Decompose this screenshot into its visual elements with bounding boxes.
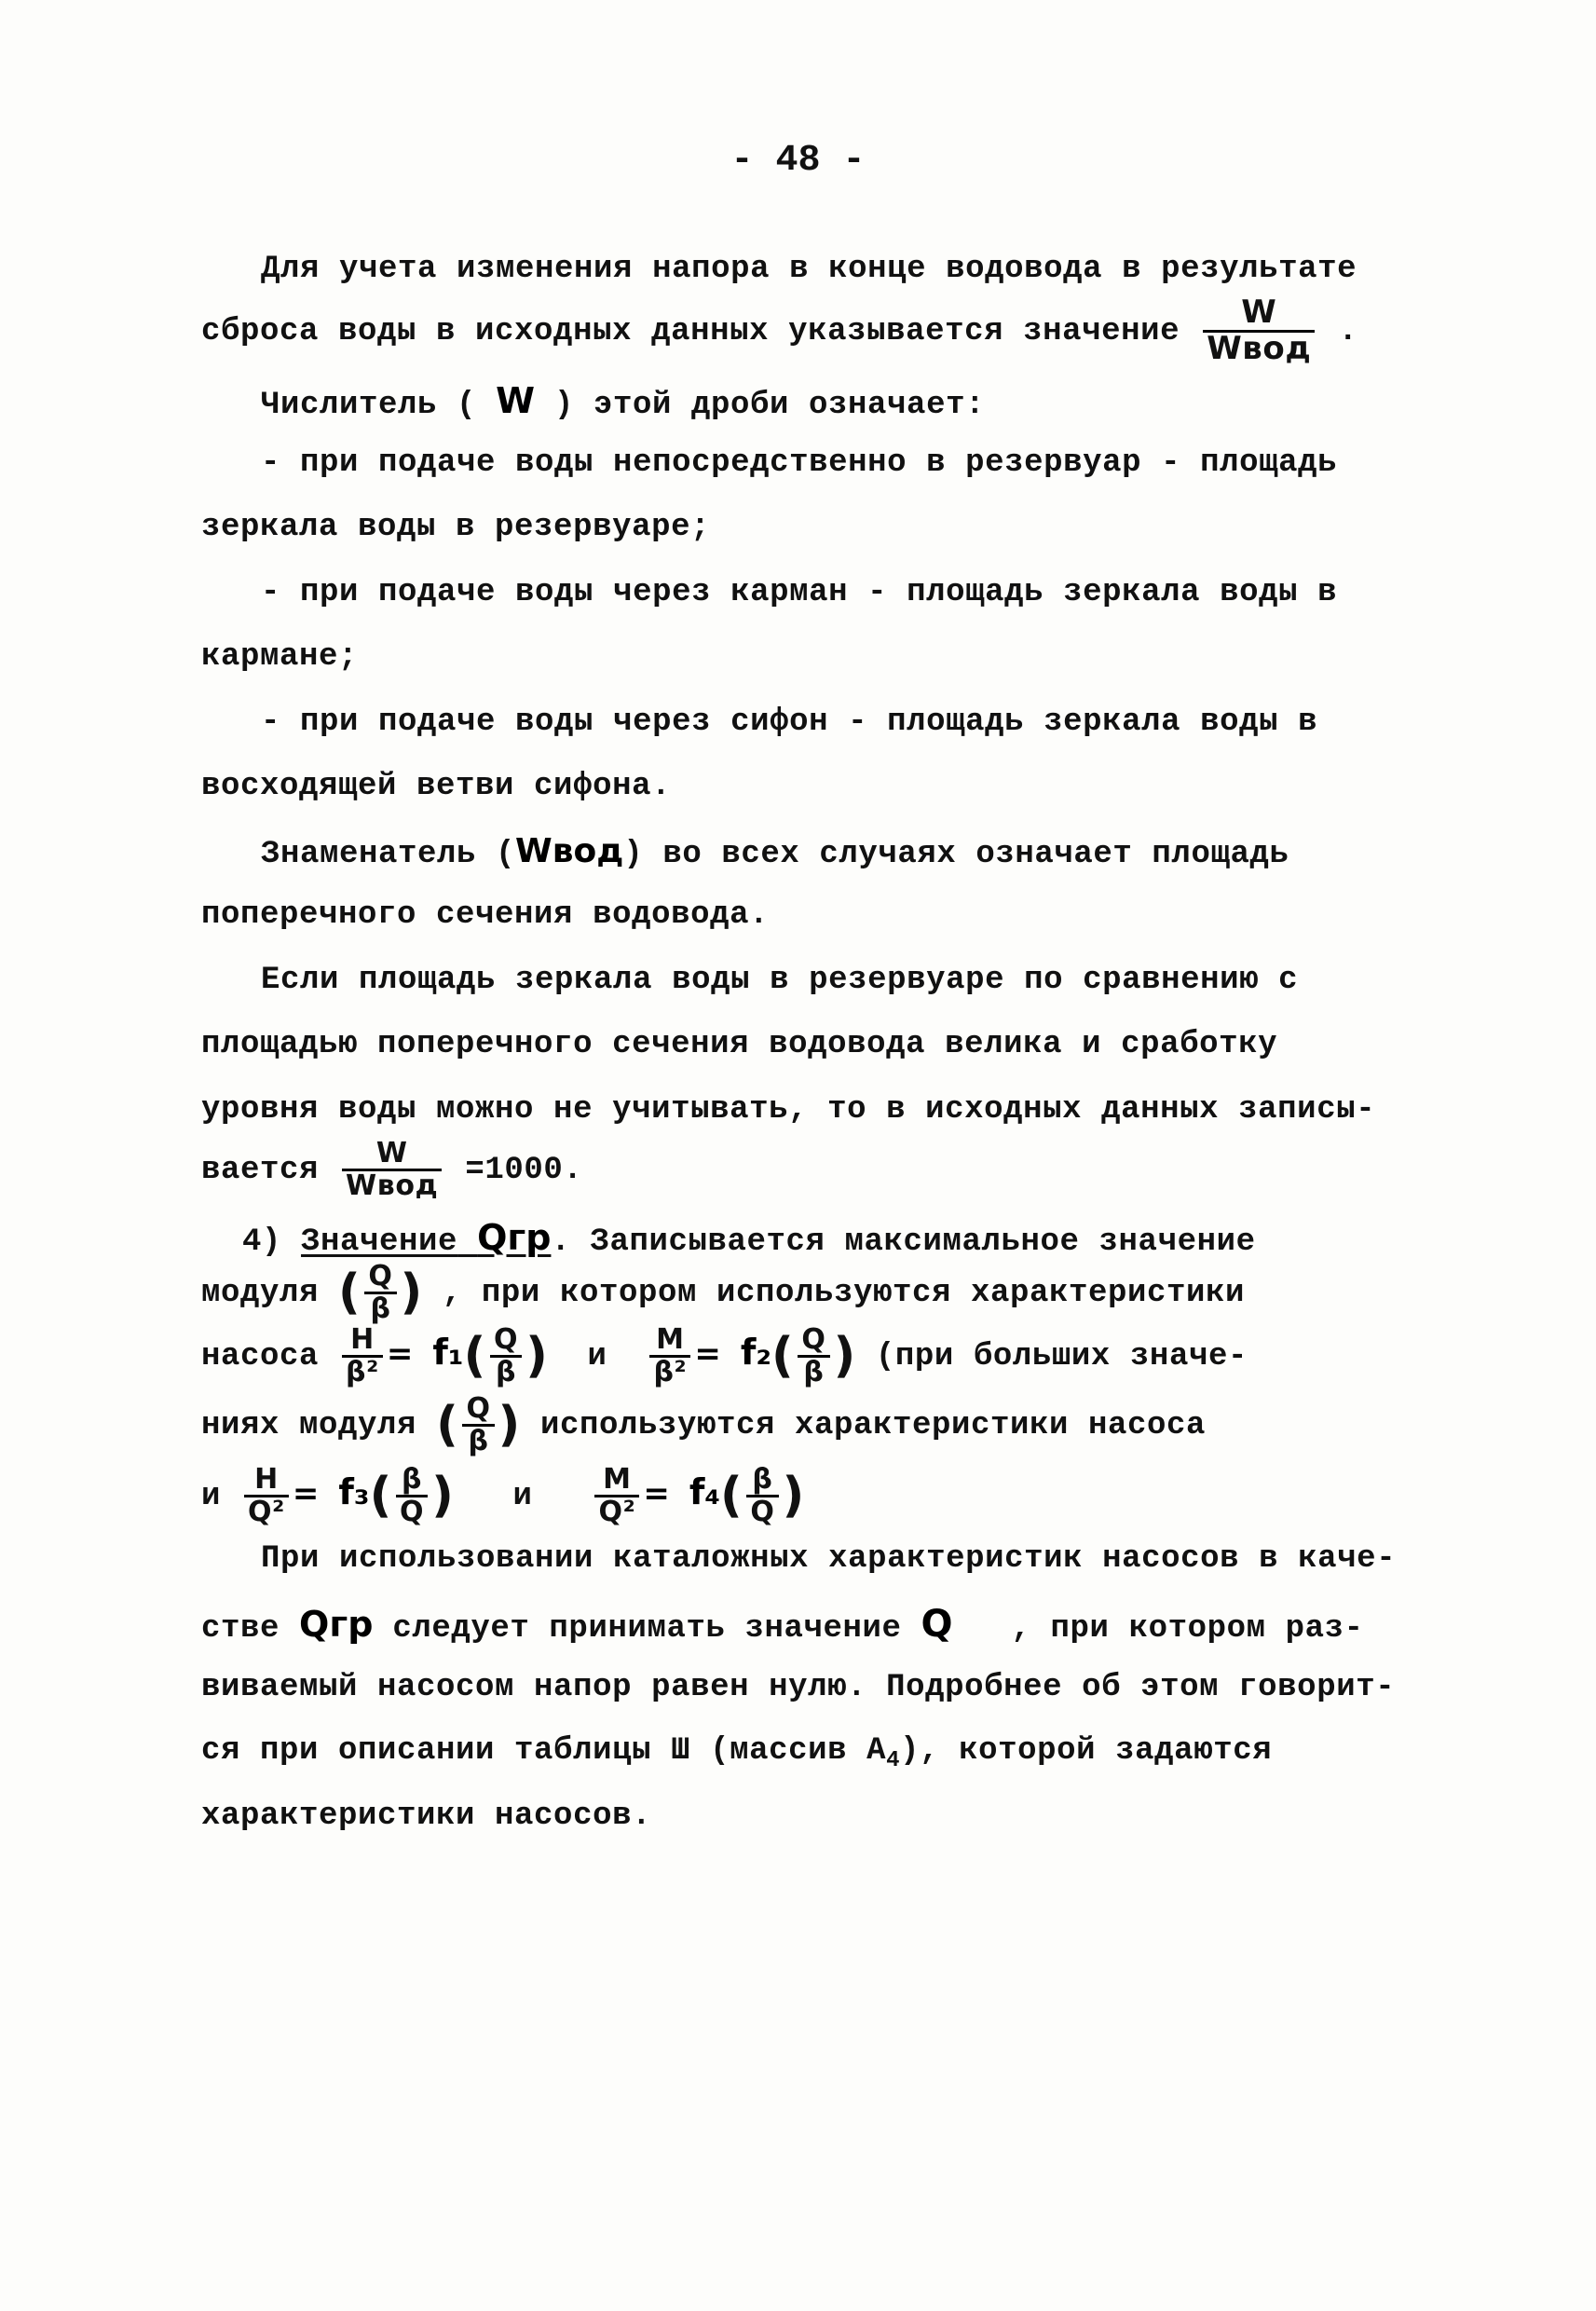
text-segment: , при котором раз- bbox=[1011, 1611, 1364, 1647]
underlined-heading bbox=[301, 1217, 552, 1260]
text-line: - при подаче воды через карман - площадь зеркала воды в bbox=[261, 575, 1338, 610]
text-segment: ниях модуля bbox=[201, 1407, 417, 1443]
text-line bbox=[201, 1394, 1206, 1456]
fraction-m-over-q2 bbox=[594, 1465, 639, 1526]
math-symbol: Wвод bbox=[515, 832, 624, 870]
text-segment: ) во всех случаях означает площадь bbox=[623, 837, 1289, 872]
fraction-denominator: β² bbox=[649, 1355, 690, 1388]
math-symbol: Q bbox=[921, 1603, 953, 1646]
text-segment: . bbox=[1338, 314, 1358, 350]
fraction-q-over-beta bbox=[798, 1325, 829, 1387]
text-line: уровня воды можно не учитывать, то в исходных данных записы- bbox=[201, 1092, 1376, 1128]
fraction-numerator: Q bbox=[368, 1260, 393, 1292]
math-symbol: = bbox=[292, 1474, 320, 1512]
math-symbol: ) bbox=[498, 1397, 521, 1453]
math-symbol: = bbox=[694, 1334, 721, 1373]
text-segment: (при больших значе- bbox=[875, 1338, 1248, 1374]
math-symbol: f₃ bbox=[338, 1470, 370, 1512]
text-segment: и bbox=[587, 1338, 607, 1374]
fraction-q-over-beta bbox=[364, 1262, 396, 1323]
text-segment: Значение bbox=[301, 1224, 458, 1260]
text-line bbox=[201, 1733, 1272, 1773]
text-line: кармане; bbox=[201, 639, 359, 675]
text-line bbox=[201, 1325, 1248, 1387]
fraction-numerator: W bbox=[375, 1137, 408, 1169]
text-line bbox=[201, 1603, 1364, 1647]
math-symbol: ) bbox=[833, 1328, 856, 1384]
fraction-beta-over-q bbox=[396, 1465, 428, 1526]
text-segment: . bbox=[551, 1224, 571, 1260]
fraction-beta-over-q bbox=[746, 1465, 778, 1526]
text-segment: ), которой задаются bbox=[900, 1733, 1273, 1769]
fraction-q-over-beta bbox=[462, 1394, 494, 1456]
text-segment: вается bbox=[201, 1152, 320, 1188]
fraction-numerator: Q bbox=[466, 1392, 491, 1425]
fraction-denominator: β bbox=[490, 1355, 522, 1388]
text-segment: стве bbox=[201, 1611, 280, 1647]
text-segment: сброса воды в исходных данных указывается значение bbox=[201, 314, 1180, 350]
fraction-numerator: H bbox=[350, 1323, 375, 1356]
fraction-numerator: Q bbox=[801, 1323, 826, 1356]
list-number: 4) bbox=[242, 1224, 282, 1260]
math-symbol: Qгр bbox=[477, 1217, 552, 1258]
math-symbol: f₁ bbox=[432, 1331, 464, 1373]
text-segment: ) этой дроби означает: bbox=[554, 388, 986, 423]
math-symbol: ( bbox=[369, 1468, 392, 1524]
math-symbol: W bbox=[496, 380, 535, 421]
math-symbol: ) bbox=[400, 1265, 423, 1320]
text-line: характеристики насосов. bbox=[201, 1798, 652, 1834]
math-symbol: = bbox=[643, 1474, 670, 1512]
text-segment: ся при описании таблицы Ш (массив А bbox=[201, 1733, 887, 1769]
text-line bbox=[261, 832, 1289, 872]
text-line: - при подаче воды непосредственно в резервуар - площадь bbox=[261, 445, 1338, 481]
math-symbol: ( bbox=[720, 1468, 743, 1524]
fraction-denominator: Wвод bbox=[1203, 330, 1315, 366]
fraction-denominator: Q bbox=[746, 1495, 778, 1527]
text-segment: Числитель ( bbox=[261, 388, 477, 423]
text-line: виваемый насосом напор равен нулю. Подробнее об этом говорит- bbox=[201, 1670, 1396, 1705]
text-line: Если площадь зеркала воды в резервуаре по сравнению с bbox=[261, 963, 1299, 998]
fraction-denominator: β bbox=[364, 1292, 396, 1324]
math-symbol: ) bbox=[525, 1328, 549, 1384]
text-segment: и bbox=[512, 1478, 533, 1514]
fraction-q-over-beta bbox=[490, 1325, 522, 1387]
text-line: - при подаче воды через сифон - площадь зеркала воды в bbox=[261, 704, 1318, 740]
page-number: - 48 - bbox=[730, 140, 866, 182]
text-segment: и bbox=[201, 1478, 222, 1514]
text-line: Для учета изменения напора в конце водовода в результате bbox=[261, 252, 1357, 287]
fraction-w-over-wvod bbox=[1203, 296, 1315, 365]
math-symbol: ( bbox=[771, 1328, 795, 1384]
text-segment: следует принимать значение bbox=[392, 1611, 902, 1647]
fraction-numerator: β bbox=[401, 1463, 423, 1496]
fraction-numerator: W bbox=[1241, 294, 1277, 331]
text-segment: модуля bbox=[201, 1275, 320, 1311]
fraction-denominator: β² bbox=[342, 1355, 383, 1388]
text-line bbox=[201, 1139, 582, 1200]
text-segment: , при котором используются характеристики bbox=[442, 1275, 1246, 1311]
text-line: зеркала воды в резервуаре; bbox=[201, 510, 711, 545]
math-symbol: ( bbox=[338, 1265, 361, 1320]
fraction-w-over-wvod bbox=[342, 1139, 442, 1200]
fraction-numerator: H bbox=[254, 1463, 279, 1496]
math-symbol: f₂ bbox=[740, 1331, 772, 1373]
math-symbol: Qгр bbox=[299, 1604, 374, 1645]
text-line: поперечного сечения водовода. bbox=[201, 897, 770, 933]
text-line bbox=[201, 1465, 805, 1526]
text-line: восходящей ветви сифона. bbox=[201, 769, 672, 804]
math-symbol: ) bbox=[782, 1468, 805, 1524]
text-segment: насоса bbox=[201, 1338, 320, 1374]
math-symbol: ) bbox=[431, 1468, 455, 1524]
fraction-denominator: Q bbox=[396, 1495, 428, 1527]
fraction-h-over-beta2 bbox=[342, 1325, 383, 1387]
math-symbol: ( bbox=[436, 1397, 459, 1453]
math-symbol: ( bbox=[463, 1328, 486, 1384]
math-symbol: f₄ bbox=[689, 1470, 721, 1512]
fraction-denominator: Q² bbox=[594, 1495, 639, 1527]
fraction-numerator: M bbox=[656, 1323, 685, 1356]
subscript: 4 bbox=[886, 1747, 901, 1773]
fraction-numerator: Q bbox=[493, 1323, 519, 1356]
text-segment: Знаменатель ( bbox=[261, 837, 516, 872]
fraction-numerator: M bbox=[603, 1463, 632, 1496]
text-segment: используются характеристики насоса bbox=[539, 1407, 1207, 1443]
fraction-m-over-beta2 bbox=[649, 1325, 690, 1387]
text-line: площадью поперечного сечения водовода велика и сработку bbox=[201, 1027, 1278, 1062]
fraction-denominator: β bbox=[798, 1355, 829, 1388]
text-line bbox=[201, 1262, 1245, 1323]
fraction-numerator: β bbox=[752, 1463, 773, 1496]
fraction-denominator: Q² bbox=[244, 1495, 289, 1527]
text-line bbox=[242, 1217, 1256, 1260]
math-symbol: = bbox=[386, 1334, 414, 1373]
fraction-denominator: Wвод bbox=[342, 1169, 442, 1201]
text-line: При использовании каталожных характеристик насосов в каче- bbox=[261, 1541, 1397, 1577]
text-segment: Записывается максимальное значение bbox=[590, 1224, 1256, 1260]
fraction-h-over-q2 bbox=[244, 1465, 289, 1526]
text-segment: =1000. bbox=[465, 1152, 583, 1188]
fraction-denominator: β bbox=[462, 1424, 494, 1456]
text-line bbox=[261, 380, 985, 423]
text-line bbox=[201, 296, 1357, 365]
